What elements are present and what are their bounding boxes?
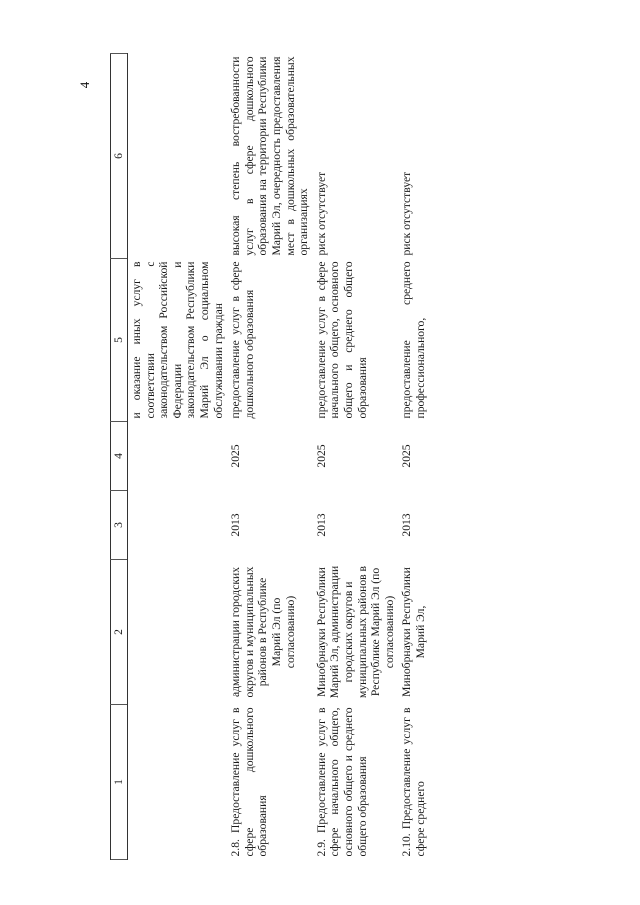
cell-measure: 2.9. Предоставление услуг в сфере начального общего, основного общего и среднего общего образования <box>314 707 369 857</box>
header-col-3: 3 <box>111 491 128 560</box>
cell-end-year <box>128 422 228 491</box>
cell-measure <box>128 705 228 860</box>
cell-result: предоставление услуг в сфере начального общего, основного общего и среднего общего образования <box>314 261 369 419</box>
cell-end-year: 2025 <box>314 444 328 468</box>
cell-result: предоставление среднего профессионального, <box>400 261 427 419</box>
program-table <box>110 53 429 860</box>
cell-start-year: 2013 <box>400 513 414 537</box>
cell-end-year: 2025 <box>229 444 243 468</box>
rotated-page <box>110 56 615 860</box>
cell-executor: администрации городских округов и муниципальных районов в Республике Марий Эл (по согласованию) <box>229 566 297 698</box>
header-col-5: 5 <box>111 259 128 422</box>
cell-end-year: 2025 <box>400 444 414 468</box>
cell-risk <box>128 54 228 259</box>
table-row <box>227 54 313 860</box>
cell-start-year <box>128 491 228 560</box>
header-col-1: 1 <box>111 705 128 860</box>
cell-risk: высокая степень востребованности услуг в сфере дошкольного образования на территории Республики Марий Эл, очередность предоставления мест в дошкольных образовательных организациях <box>229 56 311 256</box>
header-col-2: 2 <box>111 560 128 705</box>
cell-executor: Минобрнауки Республики Марий Эл, <box>400 567 427 697</box>
header-col-4: 4 <box>111 422 128 491</box>
cell-measure: 2.8. Предоставление услуг в сфере дошкольного образования <box>229 707 270 857</box>
cell-measure: 2.10. Предоставление услуг в сфере среднего <box>400 707 427 857</box>
header-row <box>111 54 128 860</box>
cell-result: предоставление услуг в сфере дошкольного образования <box>229 261 256 419</box>
cell-risk: риск отсутствует <box>314 171 328 256</box>
cell-start-year: 2013 <box>314 513 328 537</box>
cell-executor <box>128 560 228 705</box>
page-number: 4 <box>77 81 92 89</box>
header-col-6: 6 <box>111 54 128 259</box>
table-row <box>128 54 228 860</box>
cell-executor: Минобрнауки Республики Марий Эл, администрации городских округов и муниципальных районов в Республике Марий Эл (по согласованию) <box>314 565 396 699</box>
table-row <box>398 54 429 860</box>
cell-start-year: 2013 <box>229 513 243 537</box>
cell-risk: риск отсутствует <box>400 171 414 256</box>
cell-result: и оказание иных услуг в соответствии с законодательством Российской Федерации и законодательством Республики Марий Эл о социальном обслуживании граждан <box>130 261 225 419</box>
table-row <box>313 54 399 860</box>
